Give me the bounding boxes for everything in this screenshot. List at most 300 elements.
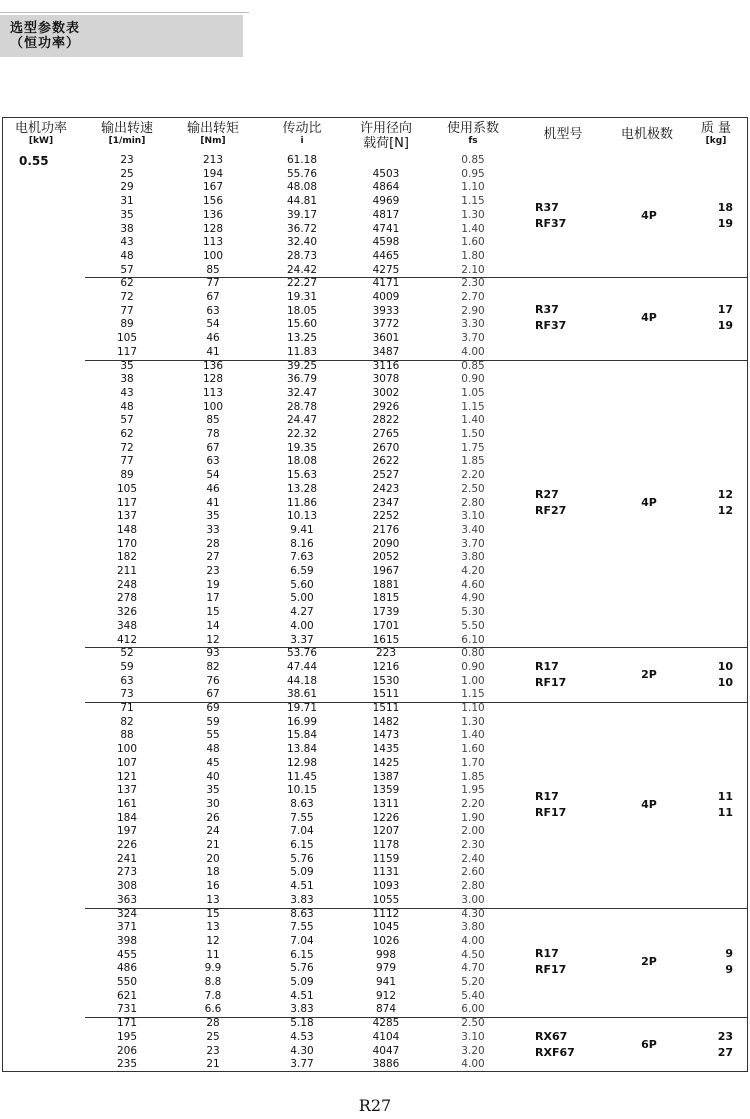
ratio-cell: 36.79	[286, 373, 318, 386]
table-row	[3, 716, 747, 730]
radial-load-cell: 1530	[372, 674, 400, 687]
service-factor-cell: 6.00	[461, 1003, 485, 1016]
ratio-cell: 3.37	[290, 633, 314, 646]
service-factor-cell: 3.30	[461, 318, 485, 331]
table-row	[3, 634, 747, 648]
ratio-cell: 3.77	[290, 1058, 314, 1071]
ratio-cell: 5.09	[290, 866, 314, 879]
speed-cell: 35	[120, 359, 134, 372]
radial-load-cell: 1425	[372, 756, 400, 769]
ratio-cell: 13.25	[286, 332, 318, 345]
table-row	[3, 620, 747, 634]
speed-cell: 184	[116, 811, 138, 824]
speed-cell: 121	[116, 770, 138, 783]
ratio-cell: 13.28	[286, 482, 318, 495]
ratio-cell: 36.72	[286, 222, 318, 235]
speed-cell: 550	[116, 976, 138, 988]
radial-load-cell: 3772	[372, 318, 400, 331]
torque-cell: 30	[206, 797, 220, 810]
service-factor-cell: 4.30	[461, 907, 485, 920]
model-cell	[535, 487, 566, 519]
radial-load-cell: 2347	[372, 496, 400, 509]
radial-load-cell: 4864	[372, 181, 400, 194]
table-row	[3, 428, 747, 442]
speed-cell: 63	[120, 674, 134, 687]
col-ratio	[263, 121, 341, 147]
speed-cell: 235	[116, 1058, 138, 1071]
ratio-cell: 16.99	[286, 715, 318, 728]
ratio-cell: 24.47	[286, 414, 318, 427]
table-row	[3, 154, 747, 168]
speed-cell: 486	[116, 962, 138, 975]
page-title: 选型参数表	[10, 21, 81, 36]
speed-cell: 197	[116, 825, 138, 838]
service-factor-cell: 3.20	[461, 1044, 485, 1057]
service-factor-cell: 3.10	[461, 1030, 485, 1043]
torque-cell: 100	[202, 400, 224, 413]
torque-cell: 12	[206, 934, 220, 947]
torque-cell: 9.9	[204, 962, 222, 975]
service-factor-cell: 1.15	[461, 400, 485, 413]
ratio-cell: 5.18	[290, 1017, 314, 1030]
mass-value: 10	[717, 675, 733, 689]
mass-value: 9	[725, 963, 733, 977]
model-cell	[535, 1029, 575, 1061]
radial-load-cell: 1359	[372, 784, 400, 797]
radial-load-cell: 2176	[372, 523, 400, 536]
table-row	[3, 894, 747, 908]
speed-cell: 59	[120, 660, 134, 673]
speed-cell: 72	[120, 441, 134, 454]
pole-cell: 2P	[641, 667, 657, 681]
service-factor-cell: 2.20	[461, 469, 485, 482]
ratio-cell: 61.18	[286, 154, 318, 166]
torque-cell: 40	[206, 770, 220, 783]
radial-load-cell: 2765	[372, 428, 400, 440]
mass-value: 10	[717, 659, 733, 673]
torque-cell: 13	[206, 893, 220, 906]
speed-cell: 206	[116, 1044, 138, 1057]
ratio-cell: 4.51	[290, 880, 314, 893]
service-factor-cell: 2.20	[461, 797, 485, 810]
torque-cell: 59	[206, 715, 220, 728]
speed-cell: 57	[120, 263, 134, 276]
speed-cell: 170	[116, 537, 138, 550]
torque-cell: 55	[206, 729, 220, 742]
speed-cell: 71	[120, 702, 134, 714]
radial-load-cell: 1881	[372, 578, 400, 591]
radial-load-cell: 1511	[372, 702, 400, 714]
model-name: R37	[535, 303, 559, 317]
torque-cell: 35	[206, 784, 220, 797]
radial-load-cell: 4171	[372, 277, 400, 290]
speed-cell: 241	[116, 852, 138, 865]
torque-cell: 156	[202, 195, 224, 208]
table-row	[3, 291, 747, 305]
radial-load-cell: 4465	[372, 249, 400, 262]
speed-cell: 107	[116, 756, 138, 769]
mass-cell	[693, 946, 733, 978]
pole-cell: 2P	[641, 955, 657, 969]
radial-load-cell: 2527	[372, 469, 400, 482]
col-radial-load	[343, 121, 429, 151]
table-row	[3, 551, 747, 565]
speed-cell: 52	[120, 647, 134, 660]
mass-value: 17	[717, 303, 733, 317]
radial-load-cell: 1311	[372, 797, 400, 810]
speed-cell: 324	[116, 907, 138, 920]
torque-cell: 85	[206, 414, 220, 427]
torque-cell: 21	[206, 839, 220, 851]
col-model-label: 机型号	[543, 127, 583, 142]
ratio-cell: 4.00	[290, 619, 314, 632]
torque-cell: 25	[206, 1030, 220, 1043]
service-factor-cell: 2.80	[461, 496, 485, 509]
ratio-cell: 15.63	[286, 469, 318, 482]
table-row	[3, 702, 747, 716]
table-row	[3, 373, 747, 387]
torque-cell: 63	[206, 304, 220, 317]
torque-cell: 27	[206, 551, 220, 564]
service-factor-cell: 4.90	[461, 592, 485, 605]
mass-value: 19	[717, 216, 733, 230]
service-factor-cell: 0.95	[461, 167, 485, 180]
col-model	[523, 127, 603, 142]
col-power-unit: [kW]	[28, 136, 54, 146]
radial-load-cell: 1112	[372, 907, 400, 920]
speed-cell: 35	[120, 208, 134, 221]
speed-cell: 731	[116, 1003, 138, 1016]
ratio-cell: 8.16	[290, 537, 314, 550]
torque-cell: 8.8	[204, 976, 222, 988]
page-subtitle: （恒功率）	[10, 36, 81, 51]
radial-load-cell: 2423	[372, 482, 400, 495]
speed-cell: 25	[120, 167, 134, 180]
service-factor-cell: 0.90	[461, 373, 485, 386]
mass-value: 11	[717, 789, 733, 803]
radial-load-cell: 979	[375, 962, 397, 975]
col-mass-label: 质 量	[700, 121, 732, 136]
service-factor-cell: 1.40	[461, 414, 485, 427]
radial-load-cell: 1093	[372, 880, 400, 893]
radial-load-cell: 4503	[372, 167, 400, 180]
service-factor-cell: 5.40	[461, 989, 485, 1002]
service-factor-cell: 2.30	[461, 839, 485, 851]
service-factor-cell: 5.30	[461, 606, 485, 619]
mass-value: 12	[717, 504, 733, 518]
service-factor-cell: 3.10	[461, 510, 485, 523]
table-row	[3, 1058, 747, 1072]
ratio-cell: 4.53	[290, 1030, 314, 1043]
torque-cell: 17	[206, 592, 220, 605]
torque-cell: 35	[206, 510, 220, 523]
mass-cell	[693, 659, 733, 691]
speed-cell: 89	[120, 318, 134, 331]
ratio-cell: 38.61	[286, 688, 318, 701]
col-radial-label: 许用径向	[359, 121, 412, 136]
torque-cell: 11	[206, 948, 220, 961]
model-name: R17	[535, 659, 559, 673]
speed-cell: 211	[116, 565, 138, 577]
radial-load-cell: 1701	[372, 619, 400, 632]
ratio-cell: 7.55	[290, 921, 314, 934]
col-radial-label2: 载荷[N]	[363, 136, 409, 151]
torque-cell: 26	[206, 811, 220, 824]
ratio-cell: 10.15	[286, 784, 318, 797]
model-name: RXF67	[535, 1045, 575, 1059]
ratio-cell: 4.27	[290, 606, 314, 619]
radial-load-cell: 3487	[372, 345, 400, 358]
torque-cell: 78	[206, 428, 220, 440]
torque-cell: 93	[206, 647, 220, 660]
col-speed-unit: [1/min]	[108, 136, 146, 146]
speed-cell: 195	[116, 1030, 138, 1043]
radial-load-cell: 1815	[372, 592, 400, 605]
ratio-cell: 48.08	[286, 181, 318, 194]
service-factor-cell: 1.60	[461, 236, 485, 249]
service-factor-cell: 1.30	[461, 208, 485, 221]
speed-cell: 77	[120, 304, 134, 317]
ratio-cell: 19.71	[286, 702, 318, 714]
torque-cell: 85	[206, 263, 220, 276]
speed-cell: 77	[120, 455, 134, 468]
table-row	[3, 853, 747, 867]
speed-cell: 31	[120, 195, 134, 208]
service-factor-cell: 1.15	[461, 688, 485, 701]
speed-cell: 363	[116, 893, 138, 906]
mass-value: 27	[717, 1045, 733, 1059]
table-row	[3, 1017, 747, 1031]
table-row	[3, 223, 747, 237]
mass-value: 23	[717, 1029, 733, 1043]
speed-cell: 57	[120, 414, 134, 427]
torque-cell: 76	[206, 674, 220, 687]
torque-cell: 54	[206, 469, 220, 482]
speed-cell: 38	[120, 222, 134, 235]
ratio-cell: 3.83	[290, 1003, 314, 1016]
col-mass-unit: [kg]	[705, 136, 727, 146]
col-sf-label: 使用系数	[446, 121, 499, 136]
table-row	[3, 510, 747, 524]
torque-cell: 69	[206, 702, 220, 714]
mass-cell	[693, 302, 733, 334]
radial-load-cell: 1967	[372, 565, 400, 577]
model-name: R17	[535, 947, 559, 961]
col-service-factor	[431, 121, 515, 147]
table-row	[3, 592, 747, 606]
table-row	[3, 195, 747, 209]
torque-cell: 16	[206, 880, 220, 893]
radial-load-cell: 998	[375, 948, 397, 961]
ratio-cell: 15.60	[286, 318, 318, 331]
ratio-cell: 6.15	[290, 839, 314, 851]
service-factor-cell: 3.40	[461, 523, 485, 536]
ratio-cell: 5.76	[290, 962, 314, 975]
table-row	[3, 784, 747, 798]
col-torque-label: 输出转矩	[186, 121, 239, 136]
radial-load-cell: 1473	[372, 729, 400, 742]
ratio-cell: 11.45	[286, 770, 318, 783]
table-row	[3, 757, 747, 771]
ratio-cell: 19.35	[286, 441, 318, 454]
table-row	[3, 606, 747, 620]
model-name: R17	[535, 789, 559, 803]
model-cell	[535, 789, 566, 821]
model-name: RF17	[535, 963, 567, 977]
radial-load-cell: 1226	[372, 811, 400, 824]
ratio-cell: 15.84	[286, 729, 318, 742]
radial-load-cell: 941	[375, 976, 397, 988]
col-poles	[609, 127, 685, 142]
speed-cell: 248	[116, 578, 138, 591]
ratio-cell: 18.05	[286, 304, 318, 317]
mass-cell	[693, 487, 733, 519]
torque-cell: 18	[206, 866, 220, 879]
speed-cell: 62	[120, 277, 134, 290]
table-row	[3, 277, 747, 291]
ratio-cell: 5.60	[290, 578, 314, 591]
table-row	[3, 524, 747, 538]
mass-cell	[693, 1029, 733, 1061]
torque-cell: 45	[206, 756, 220, 769]
ratio-cell: 19.31	[286, 291, 318, 303]
mass-value: 11	[717, 805, 733, 819]
torque-cell: 67	[206, 688, 220, 701]
ratio-cell: 3.83	[290, 893, 314, 906]
ratio-cell: 13.84	[286, 743, 318, 756]
table-row	[3, 688, 747, 702]
service-factor-cell: 2.30	[461, 277, 485, 290]
torque-cell: 77	[206, 277, 220, 290]
service-factor-cell: 1.40	[461, 729, 485, 742]
service-factor-cell: 2.10	[461, 263, 485, 276]
radial-load-cell: 1739	[372, 606, 400, 619]
ratio-cell: 18.08	[286, 455, 318, 468]
radial-load-cell: 4817	[372, 208, 400, 221]
model-name: R27	[535, 488, 559, 502]
speed-cell: 38	[120, 373, 134, 386]
speed-cell: 371	[116, 921, 138, 934]
speed-cell: 308	[116, 880, 138, 893]
service-factor-cell: 1.00	[461, 674, 485, 687]
mass-value: 12	[717, 488, 733, 502]
service-factor-cell: 4.00	[461, 345, 485, 358]
ratio-cell: 28.73	[286, 249, 318, 262]
torque-cell: 7.8	[204, 989, 222, 1002]
page-number: R27	[358, 1096, 392, 1115]
col-torque	[173, 121, 253, 147]
ratio-cell: 53.76	[286, 647, 318, 660]
service-factor-cell: 4.00	[461, 934, 485, 947]
mass-cell	[693, 200, 733, 232]
table-row	[3, 647, 747, 661]
model-name: RF17	[535, 805, 567, 819]
service-factor-cell: 1.85	[461, 770, 485, 783]
motor-power-value: 0.55	[19, 154, 49, 168]
speed-cell: 29	[120, 181, 134, 194]
table-row	[3, 866, 747, 880]
table-header	[3, 118, 747, 154]
torque-cell: 63	[206, 455, 220, 468]
radial-load-cell: 1207	[372, 825, 400, 838]
ratio-cell: 47.44	[286, 660, 318, 673]
col-ratio-label: 传动比	[282, 121, 322, 136]
service-factor-cell: 2.70	[461, 291, 485, 303]
radial-load-cell: 4741	[372, 222, 400, 235]
service-factor-cell: 2.60	[461, 866, 485, 879]
ratio-cell: 7.55	[290, 811, 314, 824]
service-factor-cell: 0.85	[461, 154, 485, 166]
radial-load-cell: 1159	[372, 852, 400, 865]
torque-cell: 41	[206, 496, 220, 509]
table-row	[3, 414, 747, 428]
speed-cell: 48	[120, 400, 134, 413]
speed-cell: 89	[120, 469, 134, 482]
col-ratio-unit: i	[300, 136, 304, 146]
radial-load-cell: 2090	[372, 537, 400, 550]
table-row	[3, 771, 747, 785]
radial-load-cell: 4285	[372, 1017, 400, 1030]
model-cell	[535, 659, 566, 691]
service-factor-cell: 4.20	[461, 565, 485, 577]
table-row	[3, 579, 747, 593]
radial-load-cell: 4969	[372, 195, 400, 208]
ratio-cell: 11.83	[286, 345, 318, 358]
torque-cell: 48	[206, 743, 220, 756]
col-mass	[691, 121, 741, 147]
service-factor-cell: 3.70	[461, 332, 485, 345]
speed-cell: 226	[116, 839, 138, 851]
speed-cell: 273	[116, 866, 138, 879]
service-factor-cell: 1.85	[461, 455, 485, 468]
ratio-cell: 6.15	[290, 948, 314, 961]
speed-cell: 117	[116, 496, 138, 509]
table-row	[3, 538, 747, 552]
service-factor-cell: 2.90	[461, 304, 485, 317]
service-factor-cell: 4.50	[461, 948, 485, 961]
service-factor-cell: 1.70	[461, 756, 485, 769]
table-row	[3, 990, 747, 1004]
service-factor-cell: 2.40	[461, 852, 485, 865]
pole-cell: 4P	[641, 797, 657, 811]
radial-load-cell: 3886	[372, 1058, 400, 1071]
service-factor-cell: 3.70	[461, 537, 485, 550]
table-row	[3, 908, 747, 922]
ratio-cell: 44.81	[286, 195, 318, 208]
table-row	[3, 729, 747, 743]
speed-cell: 43	[120, 236, 134, 249]
table-row	[3, 401, 747, 415]
radial-load-cell: 2622	[372, 455, 400, 468]
title-box	[0, 15, 243, 57]
mass-value: 9	[725, 947, 733, 961]
service-factor-cell: 4.00	[461, 1058, 485, 1071]
speed-cell: 137	[116, 784, 138, 797]
service-factor-cell: 0.80	[461, 647, 485, 660]
torque-cell: 28	[206, 537, 220, 550]
model-cell	[535, 200, 566, 232]
torque-cell: 14	[206, 619, 220, 632]
pole-cell: 4P	[641, 208, 657, 222]
service-factor-cell: 0.85	[461, 359, 485, 372]
table-row	[3, 264, 747, 278]
service-factor-cell: 3.80	[461, 921, 485, 934]
radial-load-cell: 4598	[372, 236, 400, 249]
torque-cell: 128	[202, 222, 224, 235]
speed-cell: 43	[120, 386, 134, 399]
ratio-cell: 8.63	[290, 907, 314, 920]
model-name: RF27	[535, 504, 567, 518]
